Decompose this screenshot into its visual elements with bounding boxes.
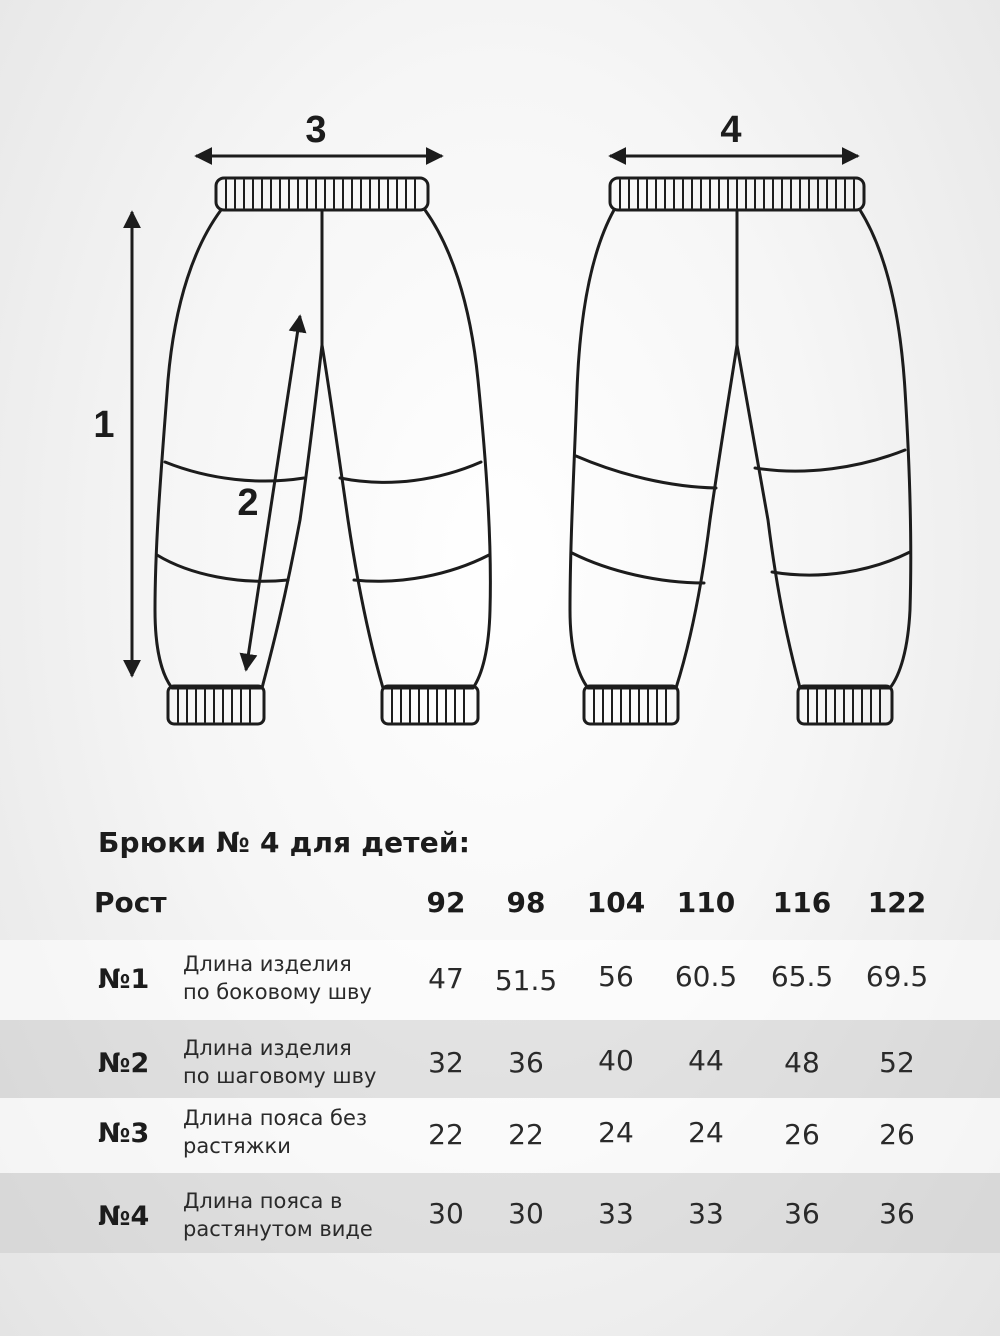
size-header-cell: 122 [867,886,927,919]
table-cell: 30 [428,1197,464,1230]
table-cell: 30 [508,1197,544,1230]
measure-label-1: 1 [93,404,115,446]
table-cell: 32 [428,1046,464,1079]
front-waistband-ribbing [226,180,415,208]
back-right-knee-seam-top [755,450,905,471]
table-cell: 36 [879,1197,915,1230]
back-right-knee-seam-bottom [772,552,910,575]
table-cell: 60.5 [674,960,738,993]
front-right-knee-seam-top [340,462,481,482]
row-number: №4 [98,1201,150,1232]
size-header-cell: 116 [772,886,832,919]
row-number: №2 [98,1048,150,1079]
size-header-row [0,880,1000,936]
table-row [0,1020,1000,1098]
front-cuff-ribbing [178,688,464,722]
front-right-leg [322,210,490,688]
table-row [0,1173,1000,1253]
row-description-line: растяжки [183,1134,291,1158]
table-cell: 47 [428,962,464,995]
row-description [183,950,403,1006]
table-cell: 44 [688,1044,724,1077]
table-cell: 26 [879,1118,915,1151]
front-left-knee-seam-top [165,462,304,481]
back-waistband-ribbing [620,180,854,208]
table-cell: 22 [508,1118,544,1151]
table-cell: 52 [879,1046,915,1079]
row-description-line: по боковому шву [183,980,372,1004]
table-cell: 48 [784,1046,820,1079]
row-number: №3 [98,1118,150,1149]
table-cell: 51.5 [494,964,558,997]
back-view-pants [570,178,911,724]
row-description-line: Длина пояса без [183,1106,368,1130]
size-header-cell: 110 [676,886,736,919]
table-row [0,1098,1000,1173]
back-left-knee-seam-top [576,456,716,488]
table-cell: 33 [598,1197,634,1230]
row-description-line: Длина изделия [183,952,352,976]
size-table-title: Брюки № 4 для детей: [98,826,471,859]
table-cell: 22 [428,1118,464,1151]
size-header-cell: 98 [506,886,546,919]
measure-label-3: 3 [305,109,327,151]
table-cell: 33 [688,1197,724,1230]
table-cell: 40 [598,1044,634,1077]
table-cell: 56 [598,960,634,993]
row-description [183,1034,403,1090]
table-cell: 26 [784,1118,820,1151]
row-description-line: Длина изделия [183,1036,352,1060]
row-description [183,1104,403,1160]
back-right-leg [737,210,911,688]
row-description-line: по шаговому шву [183,1064,377,1088]
table-cell: 65.5 [770,960,834,993]
table-cell: 69.5 [865,960,929,993]
table-cell: 36 [784,1197,820,1230]
row-description-line: Длина пояса в [183,1189,343,1213]
front-left-knee-seam-bottom [157,555,288,581]
size-header-cell: 92 [426,886,466,919]
front-right-knee-seam-bottom [354,555,489,581]
back-left-leg [570,210,737,688]
size-header-cell: 104 [586,886,646,919]
back-cuff-ribbing [594,688,880,722]
table-row [0,940,1000,1020]
height-header-label: Рост [94,886,167,919]
table-cell: 24 [598,1116,634,1149]
row-description [183,1187,403,1243]
front-view-pants [155,178,490,724]
row-description-line: растянутом виде [183,1217,373,1241]
table-cell: 24 [688,1116,724,1149]
table-cell: 36 [508,1046,544,1079]
front-left-leg [155,210,322,688]
row-number: №1 [98,964,150,995]
back-left-knee-seam-bottom [572,553,704,583]
measure-label-4: 4 [720,109,742,151]
measure-label-2: 2 [237,482,259,524]
